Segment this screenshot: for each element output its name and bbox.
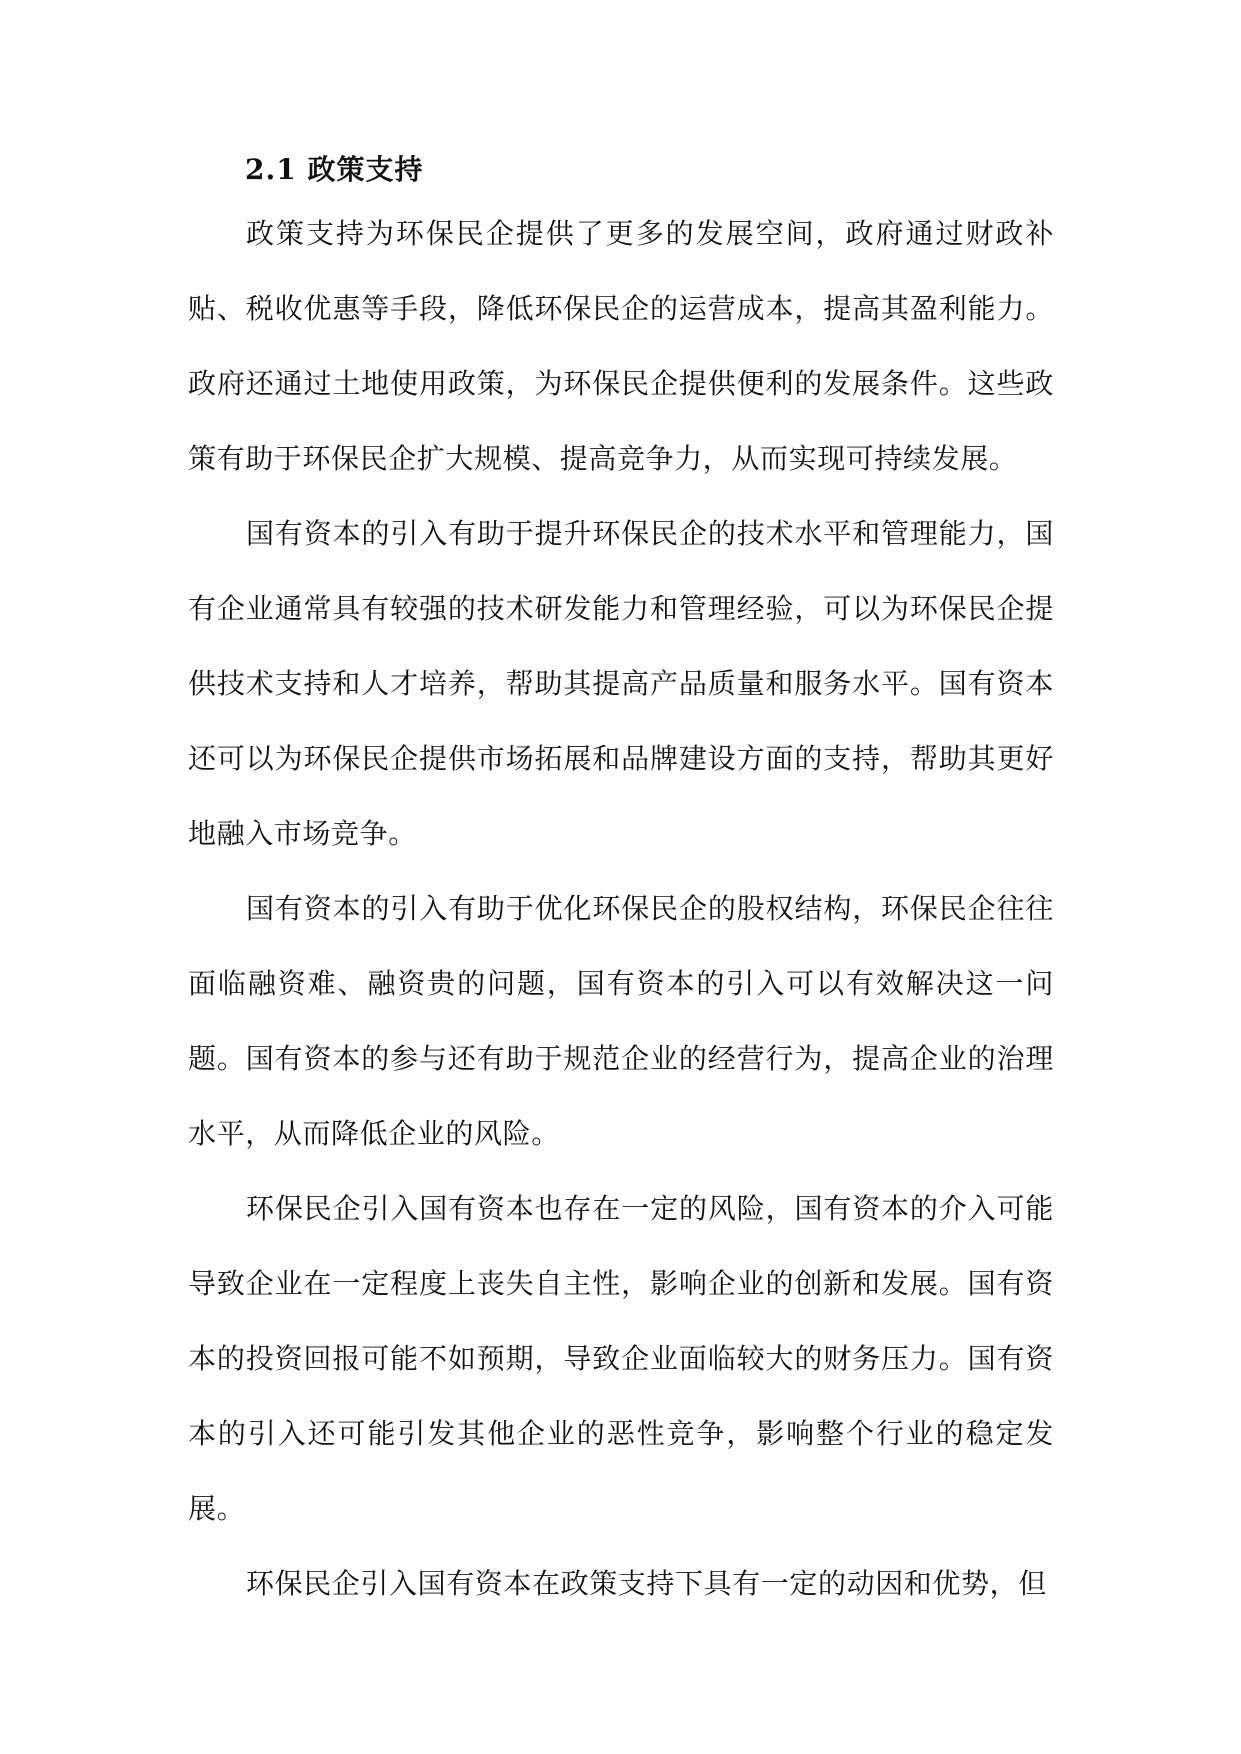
paragraph-tech-management: 国有资本的引入有助于提升环保民企的技术水平和管理能力，国有企业通常具有较强的技术研发能力和管理经验，可以为环保民企提供技术支持和人才培养，帮助其提高产品质量和服务水平。国有资本还可以为环保民企提供市场拓展和品牌建设方面的支持，帮助其更好地融入市场竞争。: [188, 517, 1054, 850]
body-text: [188, 196, 1054, 1621]
paragraph-policy-support: 政策支持为环保民企提供了更多的发展空间，政府通过财政补贴、税收优惠等手段，降低环保民企的运营成本，提高其盈利能力。政府还通过土地使用政策，为环保民企提供便利的发展条件。这些政策有助于环保民企扩大规模、提高竞争力，从而实现可持续发展。: [188, 217, 1054, 475]
paragraph-conclusion: 环保民企引入国有资本在政策支持下具有一定的动因和优势，但: [246, 1567, 1047, 1600]
paragraph-risks: 环保民企引入国有资本也存在一定的风险，国有资本的介入可能导致企业在一定程度上丧失自主性，影响企业的创新和发展。国有资本的投资回报可能不如预期，导致企业面临较大的财务压力。国有资本的引入还可能引发其他企业的恶性竞争，影响整个行业的稳定发展。: [188, 1192, 1054, 1525]
section-heading: 2.1 政策支持: [245, 153, 424, 186]
paragraph-equity-structure: 国有资本的引入有助于优化环保民企的股权结构，环保民企往往面临融资难、融资贵的问题，国有资本的引入可以有效解决这一问题。国有资本的参与还有助于规范企业的经营行为，提高企业的治理水平，从而降低企业的风险。: [188, 892, 1054, 1150]
